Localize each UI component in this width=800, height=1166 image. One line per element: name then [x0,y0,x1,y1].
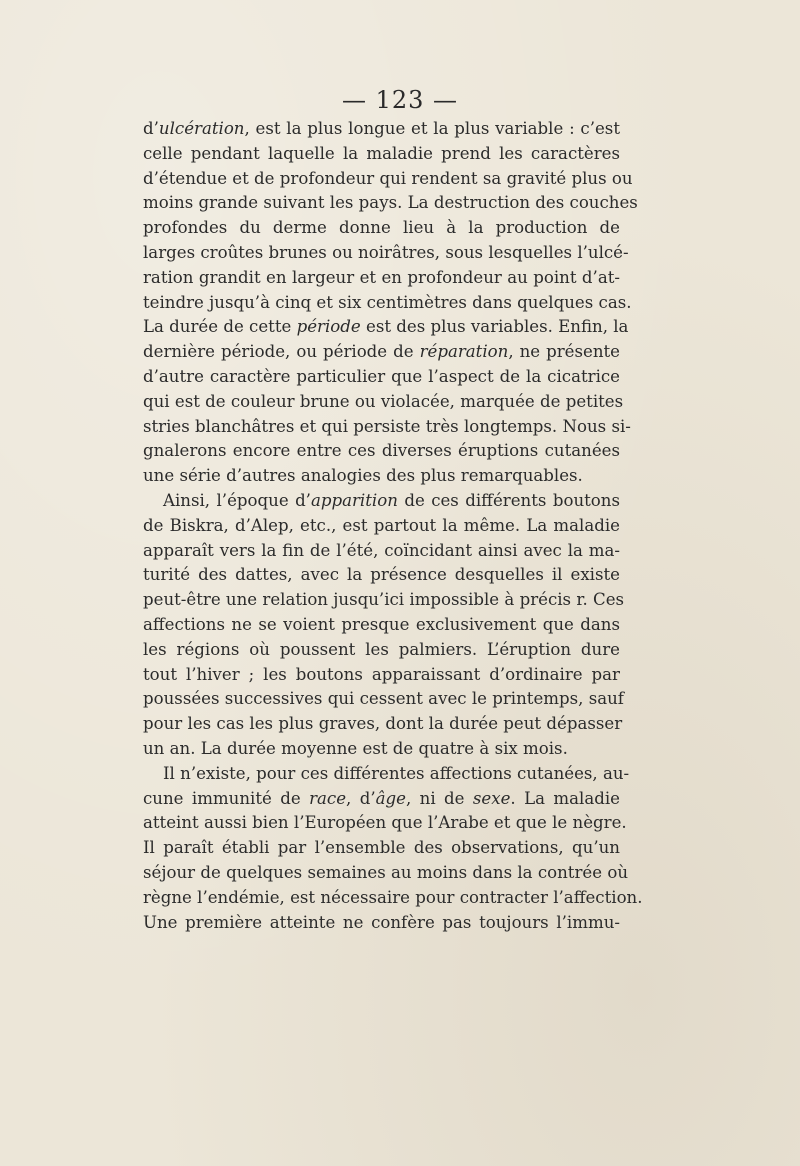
text-line: poussées successives qui cessent avec le printemps, sauf [143,689,624,709]
text-line: Ainsi, l’époque d’apparition de ces différents boutons [163,490,620,510]
page-number: — 123 — [341,86,459,114]
text-line: celle pendant laquelle la maladie prend les caractères [143,143,620,163]
text-line: Il paraît établi par l’ensemble des observations, qu’un [143,838,620,858]
text-line: Une première atteinte ne confère pas toujours l’immu- [143,912,620,932]
text-line: d’autre caractère particulier que l’aspect de la cicatrice [143,366,620,386]
text-line: affections ne se voient presque exclusivement que dans [143,614,620,634]
text-line: moins grande suivant les pays. La destruction des couches [143,193,638,213]
text-line: teindre jusqu’à cinq et six centimètres dans quelques cas. [143,292,632,312]
text-line: d’ulcération, est la plus longue et la plus variable : c’est [143,119,620,138]
text-line: turité des dattes, avec la présence desquelles il existe [143,565,620,585]
text-line: pour les cas les plus graves, dont la durée peut dépasser [143,714,623,734]
text-line: d’étendue et de profondeur qui rendent sa gravité plus ou [143,168,633,188]
text-line: stries blanchâtres et qui persiste très longtemps. Nous si- [143,416,631,436]
text-line: peut-être une relation jusqu’ici impossible à précis r. Ces [143,590,625,610]
text-line: qui est de couleur brune ou violacée, marquée de petites [143,391,624,411]
text-line: cune immunité de race, d’âge, ni de sexe. La maladie [143,788,620,808]
text-line: règne l’endémie, est nécessaire pour contracter l’affection. [143,887,643,907]
text-line: les régions où poussent les palmiers. L’éruption dure [143,639,620,659]
text-line: ration grandit en largeur et en profondeur au point d’at- [143,267,620,287]
text-line: un an. La durée moyenne est de quatre à six mois. [143,738,568,758]
text-line: une série d’autres analogies des plus remarquables. [143,466,583,486]
text-line: Il n’existe, pour ces différentes affections cutanées, au- [163,763,630,783]
text-line: de Biskra, d’Alep, etc., est partout la même. La maladie [143,515,620,535]
text-line: apparaît vers la fin de l’été, coïncidant ainsi avec la ma- [143,540,620,560]
text-line: profondes du derme donne lieu à la production de [143,218,620,238]
text-line: La durée de cette période est des plus variables. Enfin, la [143,317,629,337]
text-line: tout l’hiver ; les boutons apparaissant d’ordinaire par [143,664,620,684]
text-line: dernière période, ou période de réparation, ne présente [143,342,620,362]
body-text [143,117,643,935]
text-line: atteint aussi bien l’Européen que l’Arabe et que le nègre. [143,813,627,833]
text-line: larges croûtes brunes ou noirâtres, sous lesquelles l’ulcé- [143,242,629,262]
text-line: gnalerons encore entre ces diverses éruptions cutanées [143,441,620,461]
text-line: séjour de quelques semaines au moins dans la contrée où [143,862,629,882]
